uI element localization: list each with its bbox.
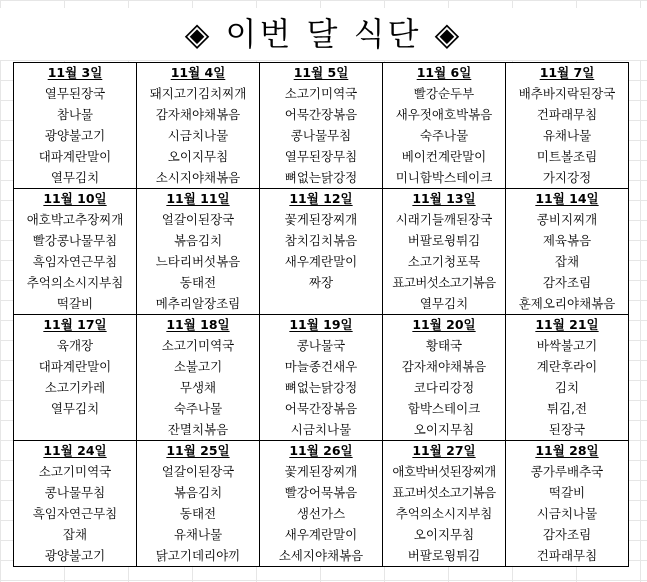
menu-item: 새우계란말이: [284, 527, 358, 542]
menu-item: 새우계란말이: [284, 254, 358, 269]
menu-item: 건파래무침: [536, 548, 598, 563]
menu-item: 메추리알장조림: [155, 296, 241, 311]
menu-item: 김치: [554, 380, 580, 395]
menu-item: 뼈없는닭강정: [284, 380, 358, 395]
menu-item: 콩나물무침: [44, 485, 106, 500]
menu-item: 계란후라이: [536, 359, 598, 374]
day-date: 11월 21일: [535, 317, 599, 332]
menu-item: 짜장: [308, 275, 334, 290]
menu-item: 흑임자연근무침: [32, 254, 118, 269]
menu-table-body: [14, 63, 629, 567]
day-cell[interactable]: [383, 441, 506, 567]
menu-item: 열무김치: [419, 296, 469, 311]
day-cell[interactable]: [260, 189, 383, 315]
menu-item: 떡갈비: [548, 485, 586, 500]
menu-item: 빨강어묵볶음: [284, 485, 358, 500]
menu-item: 대파계란말이: [38, 149, 112, 164]
menu-item: 콩나물무침: [290, 128, 352, 143]
menu-item: 열무김치: [50, 170, 100, 185]
day-cell[interactable]: [260, 63, 383, 189]
menu-item: 유채나물: [542, 128, 592, 143]
day-date: 11월 25일: [166, 443, 230, 458]
menu-item: 잔멸치볶음: [167, 422, 229, 437]
menu-item: 잡채: [62, 527, 88, 542]
day-cell[interactable]: [506, 189, 629, 315]
menu-item: 미니함박스테이크: [395, 170, 493, 185]
menu-item: 얼갈이된장국: [161, 464, 235, 479]
menu-item: 얼갈이된장국: [161, 212, 235, 227]
menu-item: 베이컨계란말이: [401, 149, 487, 164]
menu-item: 가지강정: [542, 170, 592, 185]
menu-item: 버팔로윙튀김: [407, 548, 481, 563]
menu-item: 열무된장무침: [284, 149, 358, 164]
menu-item: 코다리강정: [413, 380, 475, 395]
menu-item: 광양불고기: [44, 128, 106, 143]
day-date: 11월 17일: [43, 317, 107, 332]
menu-item: 동태전: [179, 275, 217, 290]
day-date: 11월 11일: [166, 191, 230, 206]
day-cell[interactable]: [383, 189, 506, 315]
menu-item: 건파래무침: [536, 107, 598, 122]
menu-item: 함박스테이크: [407, 401, 481, 416]
menu-item: 콩나물국: [296, 338, 346, 353]
menu-item: 표고버섯소고기볶음: [392, 275, 496, 290]
menu-item: 돼지고기김치찌개: [149, 86, 247, 101]
day-cell[interactable]: [137, 315, 260, 441]
week-row: [14, 315, 629, 441]
day-date: 11월 20일: [412, 317, 476, 332]
day-cell[interactable]: [14, 441, 137, 567]
day-cell[interactable]: [14, 189, 137, 315]
menu-item: 감자조림: [542, 527, 592, 542]
day-date: 11월 7일: [539, 65, 595, 80]
menu-item: 빨강순두부: [413, 86, 475, 101]
menu-item: 시금치나물: [290, 422, 352, 437]
menu-item: 콩비지찌개: [536, 212, 598, 227]
day-date: 11월 18일: [166, 317, 230, 332]
menu-item: 빨강콩나물무침: [32, 233, 118, 248]
menu-item: 감자채야채볶음: [155, 107, 241, 122]
day-cell[interactable]: [506, 315, 629, 441]
day-cell[interactable]: [506, 441, 629, 567]
menu-item: 바싹불고기: [536, 338, 598, 353]
menu-item: 숙주나물: [419, 128, 469, 143]
week-row: [14, 189, 629, 315]
day-cell[interactable]: [14, 63, 137, 189]
menu-item: 숙주나물: [173, 401, 223, 416]
day-cell[interactable]: [260, 315, 383, 441]
day-date: 11월 4일: [170, 65, 226, 80]
menu-item: 떡갈비: [56, 296, 94, 311]
menu-item: 꽃게된장찌개: [284, 464, 358, 479]
menu-item: 추억의소시지부침: [26, 275, 124, 290]
menu-item: 광양불고기: [44, 548, 106, 563]
menu-item: 육개장: [56, 338, 94, 353]
menu-item: 참나물: [56, 107, 94, 122]
menu-item: 된장국: [548, 422, 586, 437]
menu-item: 감자조림: [542, 275, 592, 290]
menu-item: 소시지야채볶음: [155, 170, 241, 185]
day-cell[interactable]: [506, 63, 629, 189]
menu-item: 유채나물: [173, 527, 223, 542]
day-date: 11월 5일: [293, 65, 349, 80]
menu-item: 느타리버섯볶음: [155, 254, 241, 269]
menu-item: 대파계란말이: [38, 359, 112, 374]
menu-item: 볶음김치: [173, 485, 223, 500]
menu-item: 소고기카레: [44, 380, 106, 395]
menu-item: 소고기청포묵: [407, 254, 481, 269]
menu-item: 버팔로윙튀김: [407, 233, 481, 248]
menu-item: 오이지무침: [413, 422, 475, 437]
menu-item: 잡채: [554, 254, 580, 269]
day-date: 11월 6일: [416, 65, 472, 80]
day-cell[interactable]: [383, 315, 506, 441]
day-date: 11월 26일: [289, 443, 353, 458]
day-cell[interactable]: [137, 441, 260, 567]
menu-item: 생선가스: [296, 506, 346, 521]
day-date: 11월 3일: [47, 65, 103, 80]
menu-item: 소고기미역국: [161, 338, 235, 353]
menu-item: 동태전: [179, 506, 217, 521]
menu-item: 참치김치볶음: [284, 233, 358, 248]
menu-item: 소고기미역국: [38, 464, 112, 479]
menu-item: 제육볶음: [542, 233, 592, 248]
menu-item: 새우젓애호박볶음: [395, 107, 493, 122]
menu-item: 뼈없는닭강정: [284, 170, 358, 185]
menu-item: 애호박고추장찌개: [26, 212, 124, 227]
menu-item: 닭고기데리야끼: [155, 548, 241, 563]
day-date: 11월 24일: [43, 443, 107, 458]
week-row: [14, 441, 629, 567]
menu-item: 열무김치: [50, 401, 100, 416]
menu-item: 시금치나물: [536, 506, 598, 521]
page-title: ◈ 이번 달 식단 ◈: [0, 8, 647, 60]
menu-item: 소불고기: [173, 359, 223, 374]
day-cell[interactable]: [137, 63, 260, 189]
day-cell[interactable]: [137, 189, 260, 315]
menu-item: 무생채: [179, 380, 217, 395]
menu-item: 표고버섯소고기볶음: [392, 485, 496, 500]
day-date: 11월 14일: [535, 191, 599, 206]
menu-item: 오이지무침: [413, 527, 475, 542]
menu-item: 튀김,전: [546, 401, 588, 416]
menu-item: 열무된장국: [44, 86, 106, 101]
menu-item: 감자채야채볶음: [401, 359, 487, 374]
menu-item: 흑임자연근무침: [32, 506, 118, 521]
menu-item: 어묵간장볶음: [284, 107, 358, 122]
day-cell[interactable]: [14, 315, 137, 441]
day-date: 11월 13일: [412, 191, 476, 206]
menu-item: 소세지야채볶음: [278, 548, 364, 563]
menu-item: 추억의소시지부침: [395, 506, 493, 521]
menu-item: 콩가루배추국: [530, 464, 604, 479]
menu-item: 훈제오리야채볶음: [518, 296, 616, 311]
day-date: 11월 28일: [535, 443, 599, 458]
day-date: 11월 19일: [289, 317, 353, 332]
monthly-menu-table: [13, 62, 629, 567]
menu-item: 마늘종건새우: [284, 359, 358, 374]
menu-item: 애호박버섯된장찌개: [392, 464, 496, 479]
day-date: 11월 27일: [412, 443, 476, 458]
menu-item: 어묵간장볶음: [284, 401, 358, 416]
menu-item: 볶음김치: [173, 233, 223, 248]
menu-item: 황태국: [425, 338, 463, 353]
day-date: 11월 12일: [289, 191, 353, 206]
menu-item: 시래기들깨된장국: [395, 212, 493, 227]
week-row: [14, 63, 629, 189]
menu-item: 꽃게된장찌개: [284, 212, 358, 227]
menu-item: 소고기미역국: [284, 86, 358, 101]
day-cell[interactable]: [383, 63, 506, 189]
menu-item: 시금치나물: [167, 128, 229, 143]
menu-item: 오이지무침: [167, 149, 229, 164]
menu-item: 미트볼조림: [536, 149, 598, 164]
day-cell[interactable]: [260, 441, 383, 567]
day-date: 11월 10일: [43, 191, 107, 206]
menu-item: 배추바지락된장국: [518, 86, 616, 101]
